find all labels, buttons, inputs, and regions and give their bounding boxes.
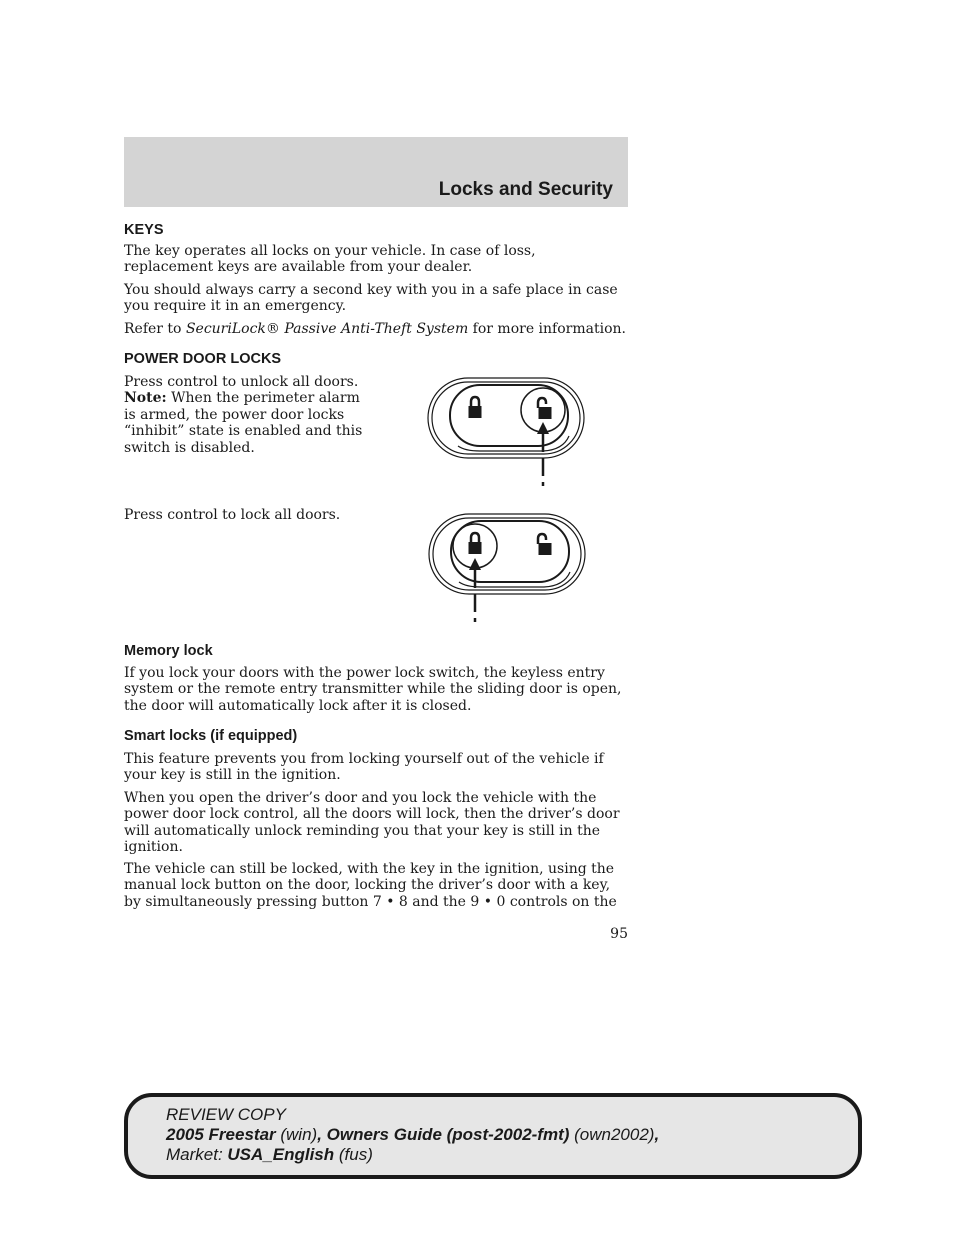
- page-number: 95: [610, 926, 628, 942]
- lock-open-icon: [538, 534, 552, 555]
- securilock-reference: SecuriLock® Passive Anti-Theft System: [185, 321, 469, 337]
- review-label: REVIEW COPY: [166, 1105, 286, 1124]
- memory-lock-heading: Memory lock: [124, 643, 213, 659]
- unlock-switch-illustration: [425, 374, 591, 489]
- refer-prefix: Refer to: [124, 321, 186, 337]
- keys-paragraph-1: The key operates all locks on your vehicle. In case of loss, replacement keys are available from your dealer.: [124, 243, 536, 276]
- lock-closed-icon: [469, 397, 482, 418]
- review-market-code: (fus): [334, 1145, 373, 1164]
- memory-lock-paragraph: If you lock your doors with the power lock switch, the keyless entry system or the remote entry transmitter while the sliding door is open, the door will automatically lock after it is closed.: [124, 665, 622, 714]
- header-band: [124, 137, 628, 207]
- page-title: Locks and Security: [438, 179, 613, 200]
- note-label: Note:: [124, 390, 167, 407]
- review-guide: , Owners Guide (post-2002-fmt): [317, 1125, 570, 1144]
- review-guide-code: (own2002): [569, 1125, 655, 1144]
- lock-paragraph: Press control to lock all doors.: [124, 507, 341, 523]
- keys-paragraph-2: You should always carry a second key with you in a safe place in case you require it in an emergency.: [124, 282, 618, 315]
- lock-open-icon: [538, 398, 552, 419]
- review-copy-text: [166, 1105, 659, 1165]
- note-text: When the perimeter alarm is armed, the power door locks “inhibit” state is enabled and this switch is disabled.: [124, 390, 363, 456]
- review-comma: ,: [654, 1125, 660, 1144]
- review-market-line: [166, 1145, 659, 1165]
- refer-suffix: for more information.: [468, 321, 626, 337]
- keys-paragraph-3: [124, 321, 629, 337]
- lock-switch-illustration: [426, 510, 592, 625]
- power-door-locks-heading: POWER DOOR LOCKS: [124, 351, 282, 367]
- review-model-line: [166, 1125, 659, 1145]
- smart-locks-paragraph-1: This feature prevents you from locking yourself out of the vehicle if your key is still in the ignition.: [124, 751, 604, 784]
- unlock-text: Press control to unlock all doors.: [124, 374, 359, 390]
- smart-locks-paragraph-2: When you open the driver’s door and you lock the vehicle with the power door lock control, all the doors will lock, then the driver’s door will automatically unlock reminding you that your key is still in the ignition.: [124, 790, 620, 856]
- lock-closed-icon: [469, 533, 482, 554]
- smart-locks-heading: Smart locks (if equipped): [124, 728, 298, 744]
- keys-heading: KEYS: [124, 222, 164, 238]
- review-model-code: (win): [275, 1125, 318, 1144]
- review-market-label: Market:: [166, 1145, 228, 1164]
- review-model: 2005 Freestar: [166, 1125, 276, 1144]
- unlock-paragraph: [124, 374, 374, 456]
- review-market: USA_English: [227, 1145, 335, 1164]
- review-copy-box: [124, 1093, 862, 1179]
- smart-locks-paragraph-3: The vehicle can still be locked, with the key in the ignition, using the manual lock button on the door, locking the driver’s door with a key, by simultaneously pressing button 7 • 8 and the 9 • 0 controls on the: [124, 861, 617, 910]
